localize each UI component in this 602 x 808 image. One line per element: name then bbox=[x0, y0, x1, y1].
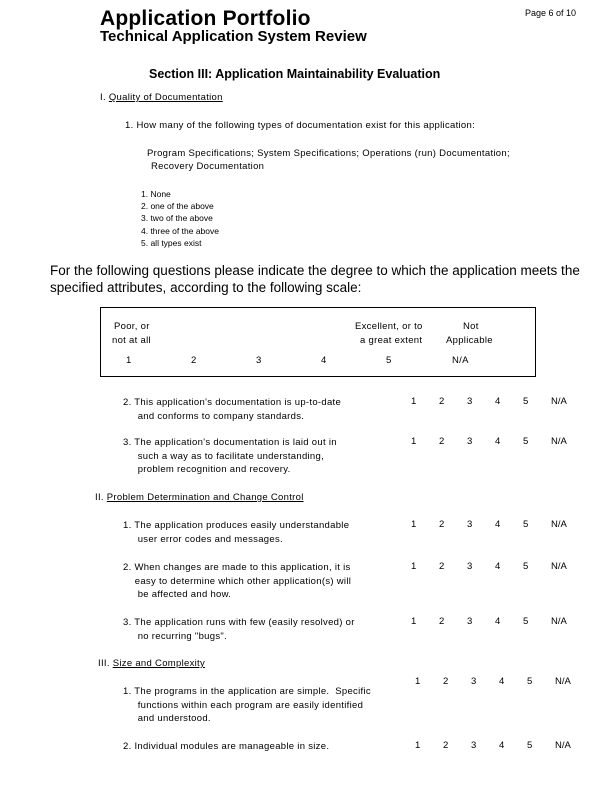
part1-heading-text: Quality of Documentation bbox=[108, 92, 223, 103]
rating-option[interactable]: 4 bbox=[495, 561, 501, 572]
rating-option[interactable]: 3 bbox=[471, 676, 477, 687]
part2-heading-num: II. bbox=[95, 492, 104, 503]
rating-option[interactable]: 5 bbox=[523, 561, 529, 572]
question-2-problem: 2. When changes are made to this application, it is easy to determine which other application(s) will be affected and how. bbox=[123, 562, 352, 600]
rating-option[interactable]: 5 bbox=[527, 676, 533, 687]
scale-poor-label-2: not at all bbox=[112, 335, 151, 346]
answer-option[interactable]: 2. one of the above bbox=[141, 201, 214, 212]
scale-number: 4 bbox=[321, 355, 327, 366]
part3-heading-num: III. bbox=[98, 658, 110, 669]
question-3-problem: 3. The application runs with few (easily resolved) or no recurring "bugs". bbox=[123, 617, 355, 642]
scale-number: 1 bbox=[126, 355, 132, 366]
rating-option[interactable]: 3 bbox=[471, 740, 477, 751]
scale-intro: For the following questions please indicate the degree to which the application meets the specified attributes, according to the following scale: bbox=[50, 263, 580, 295]
rating-option[interactable]: 1 bbox=[415, 676, 421, 687]
page-subtitle: Technical Application System Review bbox=[100, 28, 367, 45]
scale-excellent-label: Excellent, or to bbox=[355, 321, 423, 332]
rating-option[interactable]: 4 bbox=[499, 740, 505, 751]
scale-na-label: Not bbox=[463, 321, 479, 332]
rating-option[interactable]: N/A bbox=[555, 676, 571, 687]
rating-option[interactable]: 1 bbox=[411, 396, 417, 407]
part2-heading bbox=[95, 492, 304, 503]
rating-option[interactable]: 5 bbox=[527, 740, 533, 751]
rating-option[interactable]: N/A bbox=[551, 396, 567, 407]
question-2-documentation: 2. This application's documentation is up-to-date and conforms to company standards. bbox=[123, 397, 342, 422]
rating-option[interactable]: 4 bbox=[495, 436, 501, 447]
doc-types-line2: Recovery Documentation bbox=[151, 161, 265, 172]
rating-option[interactable]: 2 bbox=[443, 676, 449, 687]
section-title: Section III: Application Maintainability Evaluation bbox=[149, 67, 441, 81]
rating-option[interactable]: 2 bbox=[439, 616, 445, 627]
rating-option[interactable]: 3 bbox=[467, 616, 473, 627]
answer-options bbox=[141, 188, 219, 249]
doc-types-line1: Program Specifications; System Specifications; Operations (run) Documentation; bbox=[147, 148, 510, 159]
rating-option[interactable]: 4 bbox=[495, 519, 501, 530]
rating-option[interactable]: N/A bbox=[551, 519, 567, 530]
rating-option[interactable]: 2 bbox=[439, 561, 445, 572]
rating-option[interactable]: N/A bbox=[555, 740, 571, 751]
rating-option[interactable]: 3 bbox=[467, 436, 473, 447]
scale-poor-label: Poor, or bbox=[114, 321, 150, 332]
part2-heading-text: Problem Determination and Change Control bbox=[106, 492, 304, 503]
rating-option[interactable]: 1 bbox=[411, 519, 417, 530]
answer-option[interactable]: 4. three of the above bbox=[141, 225, 219, 236]
part1-heading bbox=[100, 92, 223, 103]
rating-option[interactable]: N/A bbox=[551, 616, 567, 627]
rating-option[interactable]: 4 bbox=[495, 396, 501, 407]
scale-excellent-label-2: a great extent bbox=[360, 335, 423, 346]
answer-option[interactable]: 3. two of the above bbox=[141, 213, 213, 224]
page-title: Application Portfolio bbox=[100, 7, 311, 30]
rating-option[interactable]: 3 bbox=[467, 519, 473, 530]
rating-option[interactable]: N/A bbox=[551, 436, 567, 447]
scale-number: N/A bbox=[452, 355, 469, 366]
rating-option[interactable]: 5 bbox=[523, 616, 529, 627]
rating-option[interactable]: 2 bbox=[439, 436, 445, 447]
rating-option[interactable]: 3 bbox=[467, 561, 473, 572]
question-1-problem: 1. The application produces easily understandable user error codes and messages. bbox=[123, 520, 350, 545]
rating-option[interactable]: 1 bbox=[411, 561, 417, 572]
rating-option[interactable]: 3 bbox=[467, 396, 473, 407]
part3-heading bbox=[98, 658, 205, 669]
scale-number: 5 bbox=[386, 355, 392, 366]
rating-option[interactable]: 4 bbox=[499, 676, 505, 687]
scale-number: 2 bbox=[191, 355, 197, 366]
rating-option[interactable]: 5 bbox=[523, 436, 529, 447]
part3-heading-text: Size and Complexity bbox=[112, 658, 206, 669]
rating-option[interactable]: 1 bbox=[415, 740, 421, 751]
question-1-documentation: 1. How many of the following types of documentation exist for this application: bbox=[125, 120, 476, 131]
question-3-documentation: 3. The application's documentation is laid out in such a way as to facilitate understanding, problem recognition and recovery. bbox=[123, 437, 337, 475]
rating-option[interactable]: 4 bbox=[495, 616, 501, 627]
question-1-size: 1. The programs in the application are simple. Specific functions within each program are easily identified and understood. bbox=[123, 686, 371, 724]
rating-option[interactable]: 1 bbox=[411, 616, 417, 627]
rating-option[interactable]: 2 bbox=[443, 740, 449, 751]
rating-option[interactable]: 5 bbox=[523, 396, 529, 407]
rating-scale-box bbox=[100, 307, 536, 377]
part1-heading-num: I. bbox=[100, 92, 106, 103]
rating-option[interactable]: 2 bbox=[439, 519, 445, 530]
page-number: Page 6 of 10 bbox=[525, 8, 577, 18]
rating-option[interactable]: 2 bbox=[439, 396, 445, 407]
answer-option[interactable]: 1. None bbox=[141, 189, 171, 199]
rating-option[interactable]: N/A bbox=[551, 561, 567, 572]
scale-number: 3 bbox=[256, 355, 262, 366]
rating-option[interactable]: 5 bbox=[523, 519, 529, 530]
scale-na-label-2: Applicable bbox=[446, 335, 493, 346]
rating-option[interactable]: 1 bbox=[411, 436, 417, 447]
answer-option[interactable]: 5. all types exist bbox=[141, 237, 202, 248]
question-2-size: 2. Individual modules are manageable in size. bbox=[123, 741, 330, 752]
